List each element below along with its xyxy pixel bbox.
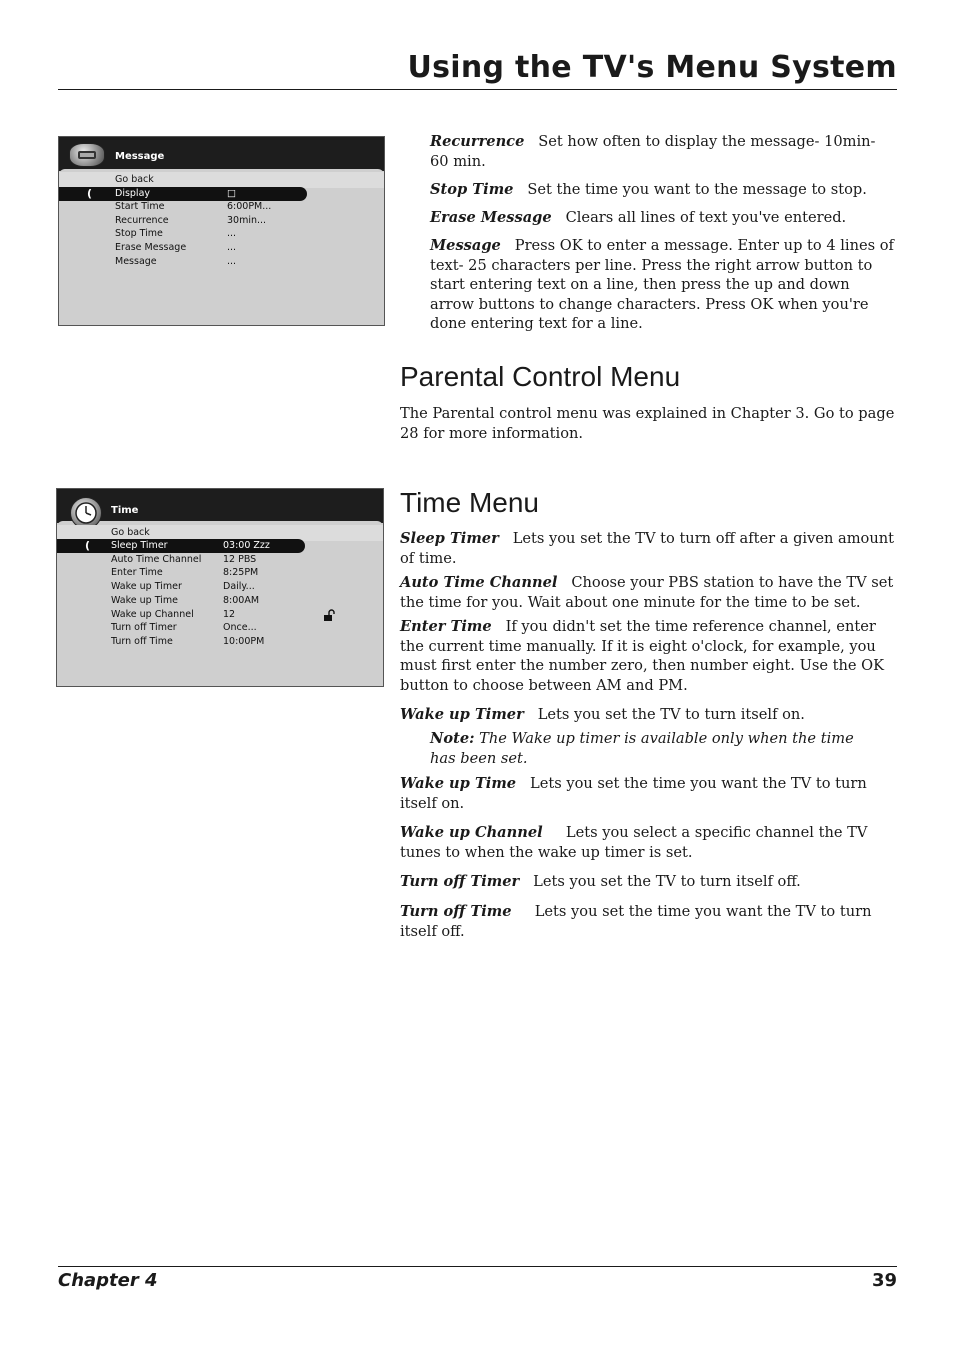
wake-up-channel-description: Wake up Channel Lets you select a specific channel the TV tunes to when the wake up timer is set.: [400, 824, 868, 861]
message-description: Message Press OK to enter a message. Enter up to 4 lines of text- 25 characters per line. Press the right arrow button to start entering text on a line, then press the up and down arrow buttons to change characters. Press OK when you're done entering text for a line.: [430, 237, 894, 332]
turn-off-time-description: Turn off Time Lets you set the time you want the TV to turn itself off.: [400, 903, 872, 940]
menu-item-wake-up-channel[interactable]: Wake up Channel 12: [57, 608, 383, 622]
time-menu-heading: Time Menu: [400, 487, 540, 518]
menu-item-display[interactable]: ( Display □: [59, 187, 384, 201]
menu-title-bar: [59, 137, 384, 171]
stop-time-description: Stop Time Set the time you want to the message to stop.: [430, 181, 867, 198]
menu-item-wake-up-timer[interactable]: Wake up Timer Daily...: [111, 581, 255, 592]
footer-rule: [58, 1266, 897, 1267]
wake-up-timer-description: Wake up Timer Lets you set the TV to turn itself on.: [400, 706, 805, 723]
header-rule: [58, 89, 897, 90]
enter-time-description: Enter Time If you didn't set the time reference channel, enter the current time manually. If it is eight o'clock, for example, you must first enter the number zero, then number eight. Use the OK button to choose between AM and PM.: [400, 618, 885, 694]
wake-up-timer-note: Note: The Wake up timer is available only when the time has been set.: [430, 730, 854, 767]
turn-off-timer-description: Turn off Timer Lets you set the TV to turn itself off.: [400, 873, 801, 890]
menu-item-erase-message[interactable]: Erase Message ...: [115, 242, 237, 253]
sleep-timer-description: Sleep Timer Lets you set the TV to turn off after a given amount of time.: [400, 530, 894, 567]
menu-item-go-back[interactable]: Go back: [111, 527, 150, 538]
parental-control-heading: Parental Control Menu: [400, 361, 681, 392]
recurrence-description: Recurrence Set how often to display the message- 10min- 60 min.: [430, 133, 876, 170]
menu-item-enter-time[interactable]: Enter Time 8:25PM: [111, 567, 259, 578]
wake-up-time-description: Wake up Time Lets you set the time you want the TV to turn itself on.: [400, 775, 867, 812]
menu-title: Message: [115, 151, 165, 162]
menu-title-bar: [57, 489, 383, 523]
menu-item-recurrence[interactable]: Recurrence 30min...: [115, 215, 267, 226]
message-menu-screenshot: [58, 136, 385, 326]
time-menu-screenshot: [56, 488, 384, 687]
erase-message-description: Erase Message Clears all lines of text you've entered.: [430, 209, 847, 226]
menu-item-start-time[interactable]: Start Time 6:00PM...: [115, 201, 272, 212]
selection-marker: (: [85, 539, 91, 552]
menu-item-wake-up-time[interactable]: Wake up Time 8:00AM: [111, 595, 260, 606]
menu-item-turn-off-time[interactable]: Turn off Time 10:00PM: [111, 636, 265, 647]
menu-item-auto-time-channel[interactable]: Auto Time Channel 12 PBS: [111, 554, 257, 565]
menu-item-turn-off-timer[interactable]: Turn off Timer Once...: [111, 622, 257, 633]
parental-control-text: The Parental control menu was explained in Chapter 3. Go to page 28 for more information.: [400, 405, 895, 442]
menu-title: Time: [111, 505, 139, 516]
menu-item-message[interactable]: Message ...: [115, 256, 237, 267]
auto-time-channel-description: Auto Time Channel Choose your PBS station to have the TV set the time for you. Wait about one minute for the time to be set.: [400, 574, 894, 611]
menu-item-stop-time[interactable]: Stop Time ...: [115, 228, 237, 239]
page-number: 39: [871, 1270, 897, 1291]
footer-chapter: Chapter 4: [58, 1270, 158, 1291]
menu-item-go-back[interactable]: Go back: [115, 174, 154, 185]
selection-marker: (: [87, 187, 93, 200]
menu-item-sleep-timer[interactable]: ( Sleep Timer 03:00 Zzz: [57, 539, 383, 553]
page-header-title: Using the TV's Menu System: [407, 50, 897, 85]
message-menu-icon: [69, 143, 105, 167]
